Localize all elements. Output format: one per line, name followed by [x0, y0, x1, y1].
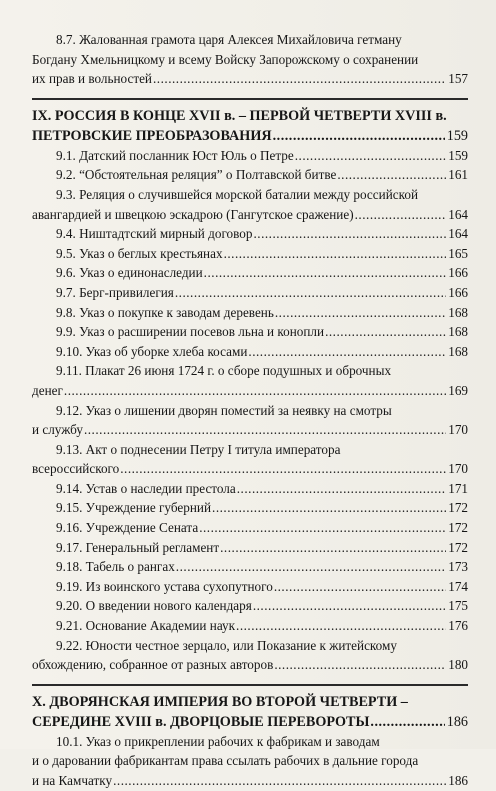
toc-entry-row [32, 479, 468, 499]
leader-dots [199, 518, 446, 538]
toc-entry [32, 440, 468, 479]
toc-entry [32, 244, 468, 264]
section-heading-row [32, 126, 468, 146]
page-number: 157 [448, 71, 468, 87]
toc-entry-row [32, 263, 468, 283]
toc-entry-row [32, 655, 468, 675]
page-number: 175 [448, 598, 468, 614]
toc-entry-line: 9.13. Акт о поднесении Петру I титула императора [56, 441, 341, 457]
toc-entry [32, 224, 468, 244]
page-number: 172 [448, 520, 468, 536]
toc-entry-text: 9.6. Указ о единонаследии [56, 265, 203, 281]
section-heading-line: IX. РОССИЯ В КОНЦЕ XVII в. – ПЕРВОЙ ЧЕТВЕРТИ XVIII в. [32, 107, 447, 124]
toc-entry-text: 9.16. Учреждение Сената [56, 520, 199, 536]
toc-entry [32, 479, 468, 499]
leader-dots [253, 596, 446, 616]
toc-entry-text: 9.17. Генеральный регламент [56, 539, 220, 555]
leader-dots [84, 420, 446, 440]
toc-entry [32, 165, 468, 185]
toc-entry [32, 185, 468, 224]
toc-entry-text: авангардией и швецкою эскадрою (Гангутское сражение) [32, 206, 354, 222]
page-number: 174 [448, 578, 468, 594]
toc-entry-line: 10.1. Указ о прикреплении рабочих к фабрикам и заводам [56, 733, 380, 749]
toc-entry-text: 9.1. Датский посланник Юст Юль о Петре [56, 147, 294, 163]
leader-dots [370, 712, 444, 732]
toc-entry-text: их прав и вольностей [32, 71, 152, 87]
section-heading-10 [32, 692, 468, 732]
leader-dots [204, 263, 447, 283]
page-number: 168 [448, 304, 468, 320]
toc-entry-text: и службу [32, 422, 83, 438]
toc-entry-row [32, 459, 468, 479]
toc-entry-row [32, 596, 468, 616]
leader-dots [337, 165, 446, 185]
toc-entry-row [32, 69, 468, 89]
toc-entry-text: денег [32, 382, 63, 398]
toc-entry-text: и на Камчатку [32, 773, 113, 788]
leader-dots [120, 459, 446, 479]
toc-entry-row [32, 342, 468, 362]
toc-entry [32, 263, 468, 283]
toc-entry [32, 283, 468, 303]
section-heading-row [32, 712, 468, 732]
toc-entry [32, 636, 468, 675]
toc-entry-row [32, 498, 468, 518]
toc-entry-row [32, 771, 468, 791]
page-number: 171 [448, 480, 468, 496]
toc-entry-row [32, 420, 468, 440]
toc-entry [32, 518, 468, 538]
toc-entry-row [32, 322, 468, 342]
leader-dots [248, 342, 446, 362]
toc-entry [32, 342, 468, 362]
toc-entry-line: 9.22. Юности честное зерцало, или Показание к житейскому [56, 637, 397, 653]
toc-entry-text: 9.15. Учреждение губерний [56, 500, 212, 516]
toc-entry-row [32, 557, 468, 577]
page-number: 170 [448, 461, 468, 477]
toc-entry-row [32, 616, 468, 636]
toc-entry-text: 9.18. Табель о рангах [56, 559, 175, 575]
page-number: 173 [448, 559, 468, 575]
toc-entry [32, 146, 468, 166]
leader-dots [113, 771, 446, 791]
toc-entry-row [32, 224, 468, 244]
toc-entry-text: 9.9. Указ о расширении посевов льна и конопли [56, 324, 325, 340]
toc-entry [32, 401, 468, 440]
toc-entry-text: 9.5. Указ о беглых крестьянах [56, 245, 223, 261]
toc-entry-line: 9.3. Реляция о случившейся морской баталии между российской [56, 186, 418, 202]
leader-dots [274, 577, 446, 597]
section-divider [32, 684, 468, 686]
page-number: 176 [448, 618, 468, 634]
page-number: 172 [448, 500, 468, 516]
toc-entry-text: обхождению, собранное от разных авторов [32, 657, 274, 673]
leader-dots [224, 244, 447, 264]
leader-dots [175, 283, 446, 303]
leader-dots [253, 224, 446, 244]
toc-entry [32, 303, 468, 323]
toc-entry [32, 577, 468, 597]
toc-entry-line: 9.12. Указ о лишении дворян поместий за неявку на смотры [56, 402, 392, 418]
toc-entry [32, 616, 468, 636]
toc-entry-text: 9.14. Устав о наследии престола [56, 480, 236, 496]
leader-dots [236, 616, 446, 636]
page-number: 159 [448, 147, 468, 163]
toc-entry [32, 361, 468, 400]
page-number: 172 [448, 539, 468, 555]
toc-entry-row [32, 303, 468, 323]
page-number: 180 [448, 657, 468, 673]
toc-entry-row [32, 283, 468, 303]
toc-entry [32, 596, 468, 616]
toc-entry-row [32, 244, 468, 264]
page-number: 170 [448, 422, 468, 438]
section-heading-text: СЕРЕДИНЕ XVIII в. ДВОРЦОВЫЕ ПЕРЕВОРОТЫ [32, 713, 370, 730]
leader-dots [274, 655, 446, 675]
page-number: 161 [448, 167, 468, 183]
leader-dots [275, 303, 446, 323]
page-number: 159 [446, 127, 468, 144]
toc-entry [32, 498, 468, 518]
leader-dots [176, 557, 446, 577]
page-number: 169 [448, 382, 468, 398]
toc-entry [32, 538, 468, 558]
toc-entry-text: 9.7. Берг-привилегия [56, 284, 174, 300]
leader-dots [295, 146, 447, 166]
toc-entry-text: 9.21. Основание Академии наук [56, 618, 236, 634]
page-number: 164 [448, 206, 468, 222]
page-number: 186 [448, 773, 468, 788]
toc-entry-10-1 [32, 732, 468, 791]
leader-dots [355, 205, 447, 225]
page-number: 165 [448, 245, 468, 261]
toc-entry-text: 9.4. Ништадтский мирный договор [56, 226, 253, 242]
toc-entry-text: 9.19. Из воинского устава сухопутного [56, 578, 273, 594]
toc-entry-8-7 [32, 30, 468, 89]
toc-entry-text: 9.8. Указ о покупке к заводам деревень [56, 304, 274, 320]
leader-dots [220, 538, 446, 558]
toc-entry-row [32, 205, 468, 225]
toc-entry-text: 9.2. “Обстоятельная реляция” о Полтавской битве [56, 167, 337, 183]
leader-dots [212, 498, 446, 518]
section-heading-9 [32, 106, 468, 146]
leader-dots [273, 126, 445, 146]
page-number: 164 [448, 226, 468, 242]
section-heading-text: ПЕТРОВСКИЕ ПРЕОБРАЗОВАНИЯ [32, 127, 272, 144]
leader-dots [64, 381, 446, 401]
toc-entry-text: всероссийского [32, 461, 120, 477]
leader-dots [237, 479, 446, 499]
toc-entry [32, 557, 468, 577]
section-9-list [32, 146, 468, 675]
toc-entry-row [32, 538, 468, 558]
page-number: 186 [446, 713, 468, 730]
toc-entry-line: Богдану Хмельницкому и всему Войску Запорожскому о сохранении [32, 51, 419, 67]
page-number: 166 [448, 284, 468, 300]
toc-entry-row [32, 146, 468, 166]
page-number: 166 [448, 265, 468, 281]
toc-entry-text: 9.10. Указ об уборке хлеба косами [56, 343, 248, 359]
page-number: 168 [448, 343, 468, 359]
toc-entry-row [32, 577, 468, 597]
toc-entry-text: 9.20. О введении нового календаря [56, 598, 252, 614]
toc-entry-line: 9.11. Плакат 26 июня 1724 г. о сборе подушных и оброчных [56, 363, 392, 379]
section-divider [32, 98, 468, 100]
toc-entry [32, 322, 468, 342]
toc-entry-row [32, 165, 468, 185]
leader-dots [153, 69, 446, 89]
toc-entry-row [32, 518, 468, 538]
toc-entry-row [32, 381, 468, 401]
toc-entry-line: и о даровании фабрикантам права ссылать рабочих в дальние города [32, 753, 419, 769]
section-heading-line: X. ДВОРЯНСКАЯ ИМПЕРИЯ ВО ВТОРОЙ ЧЕТВЕРТИ – [32, 693, 408, 710]
leader-dots [325, 322, 446, 342]
toc-entry-line: 8.7. Жалованная грамота царя Алексея Михайловича гетману [56, 32, 402, 47]
page-number: 168 [448, 324, 468, 340]
